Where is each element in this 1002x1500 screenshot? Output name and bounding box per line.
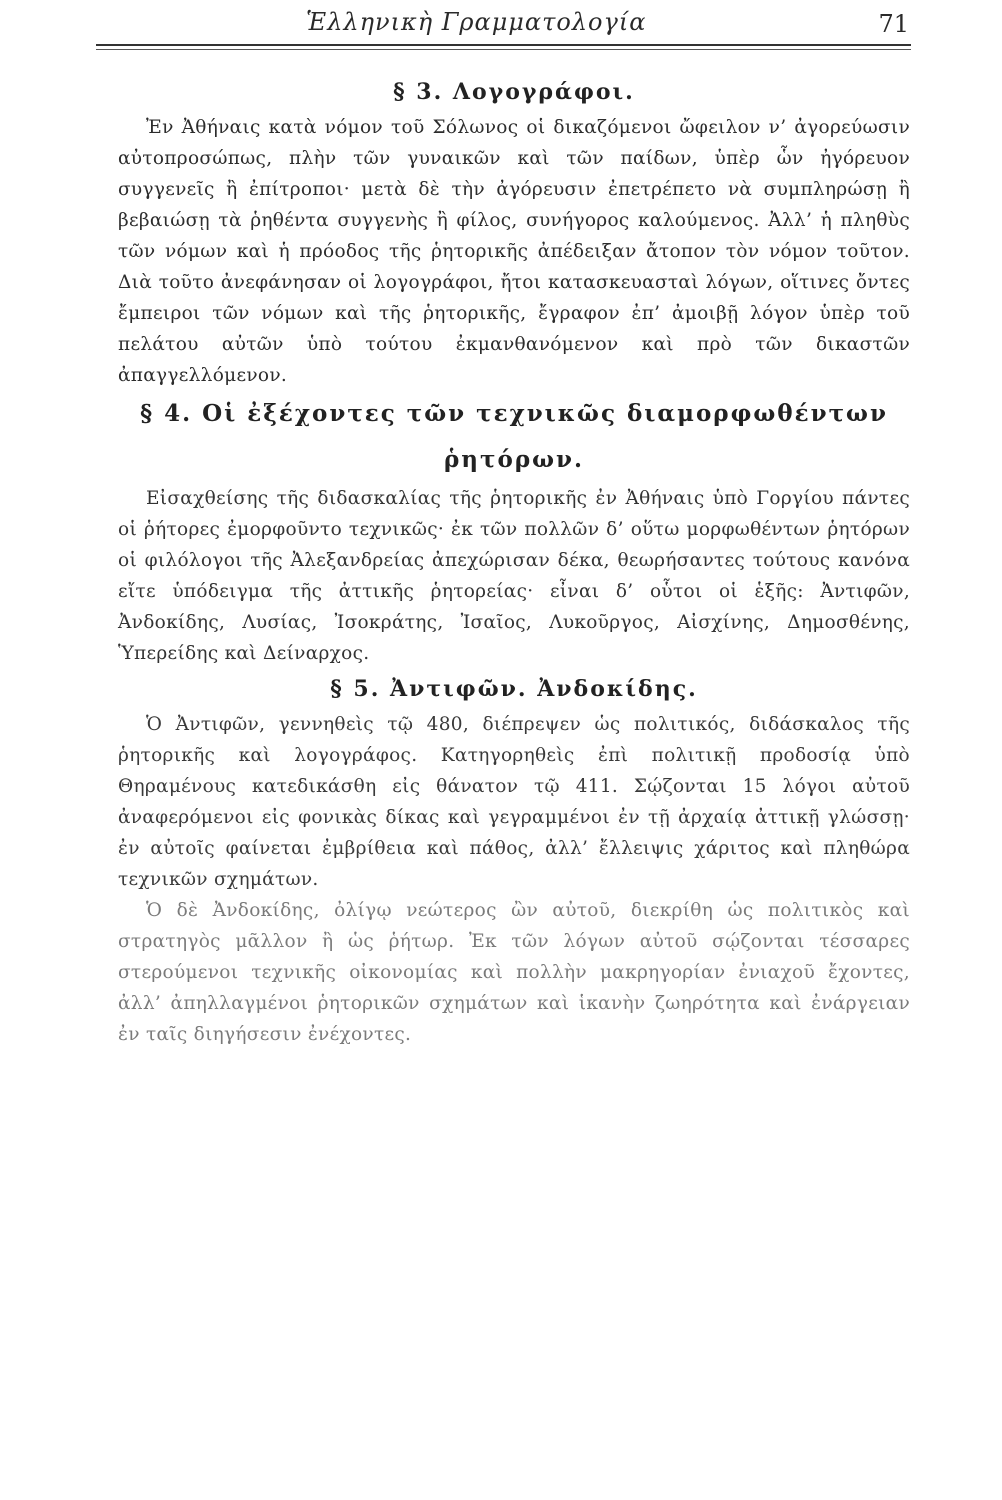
header-rule [96,44,911,46]
paragraph-andocides: Ὁ δὲ Ἀνδοκίδης, ὀλίγῳ νεώτερος ὢν αὐτοῦ, διεκρίθη ὡς πολιτικὸς καὶ στρατηγὸς μᾶλλον ἢ ὡς ῥήτωρ. Ἐκ τῶν λόγων αὐτοῦ σῴζονται τέσσαρες στερούμενοι τεχνικῆς οἰκονομίας καὶ πολλὴν μακρηγορίαν ἐνιαχοῦ ἔχοντες, ἀλλ’ ἀπηλλαγμένοι ῥητορικῶν σχημάτων καὶ ἱκανὴν ζωηρότητα καὶ ἐνάργειαν ἐν ταῖς διηγήσεσιν ἐνέχοντες. [118,900,910,1045]
section-heading-orators: § 4. Οἱ ἐξέχοντες τῶν τεχνικῶς διαμορφωθέντων ῥητόρων. [140,400,888,473]
page-header [96,6,911,42]
page-body [118,72,910,1050]
section-heading-antiphon-andocides: § 5. Ἀντιφῶν. Ἀνδοκίδης. [330,676,698,702]
paragraph-ten-orators: Εἰσαχθείσης τῆς διδασκαλίας τῆς ῥητορικῆς ἐν Ἀθήναις ὑπὸ Γοργίου πάντες οἱ ῥήτορες ἐμορφοῦντο τεχνικῶς· ἐκ τῶν πολλῶν δ’ οὕτω μορφωθέντων ῥητόρων οἱ φιλόλογοι τῆς Ἀλεξανδρείας ἀπεχώρισαν δέκα, θεωρήσαντες τούτους κανόνα εἴτε ὑπόδειγμα τῆς ἀττικῆς ῥητορείας· εἶναι δ’ οὗτοι οἱ ἑξῆς: Ἀντιφῶν, Ἀνδοκίδης, Λυσίας, Ἰσοκράτης, Ἰσαῖος, Λυκοῦργος, Αἰσχίνης, Δημοσθένης, Ὑπερείδης καὶ Δείναρχος. [118,488,910,664]
section-heading-logographers: § 3. Λογογράφοι. [393,79,635,105]
page-number: 71 [878,10,909,38]
header-rule-thin [96,49,911,50]
paragraph-logographers: Ἐν Ἀθήναις κατὰ νόμον τοῦ Σόλωνος οἱ δικαζόμενοι ὤφειλον ν’ ἀγορεύωσιν αὐτοπροσώπως, πλὴν τῶν γυναικῶν καὶ τῶν παίδων, ὑπὲρ ὧν ἠγόρευον συγγενεῖς ἢ ἐπίτροποι· μετὰ δὲ τὴν ἀγόρευσιν ἐπετρέπετο νὰ συμπληρώσῃ ἢ βεβαιώσῃ τὰ ῥηθέντα συγγενὴς ἢ φίλος, συνήγορος καλούμενος. Ἀλλ’ ἡ πληθὺς τῶν νόμων καὶ ἡ πρόοδος τῆς ῥητορικῆς ἀπέδειξαν ἄτοπον τὸν νόμον τοῦτον. Διὰ τοῦτο ἀνεφάνησαν οἱ λογογράφοι, ἤτοι κατασκευασταὶ λόγων, οἵτινες ὄντες ἔμπειροι τῶν νόμων καὶ τῆς ῥητορικῆς, ἔγραφον ἐπ’ ἀμοιβῇ λόγον ὑπὲρ τοῦ πελάτου αὐτῶν ὑπὸ τούτου ἐκμανθανόμενον καὶ πρὸ τῶν δικαστῶν ἀπαγγελλόμενον. [118,117,910,386]
running-title: Ἑλληνικὴ Γραμματολογία [306,8,647,36]
paragraph-antiphon: Ὁ Ἀντιφῶν, γεννηθεὶς τῷ 480, διέπρεψεν ὡς πολιτικός, διδάσκαλος τῆς ῥητορικῆς καὶ λογογράφος. Κατηγορηθεὶς ἐπὶ πολιτικῇ προδοσίᾳ ὑπὸ Θηραμένους κατεδικάσθη εἰς θάνατον τῷ 411. Σῴζονται 15 λόγοι αὐτοῦ ἀναφερόμενοι εἰς φονικὰς δίκας καὶ γεγραμμένοι ἐν τῇ ἀρχαίᾳ ἀττικῇ γλώσσῃ· ἐν αὐτοῖς φαίνεται ἐμβρίθεια καὶ πάθος, ἀλλ’ ἔλλειψις χάριτος καὶ πληθώρα τεχνικῶν σχημάτων. [118,714,910,890]
